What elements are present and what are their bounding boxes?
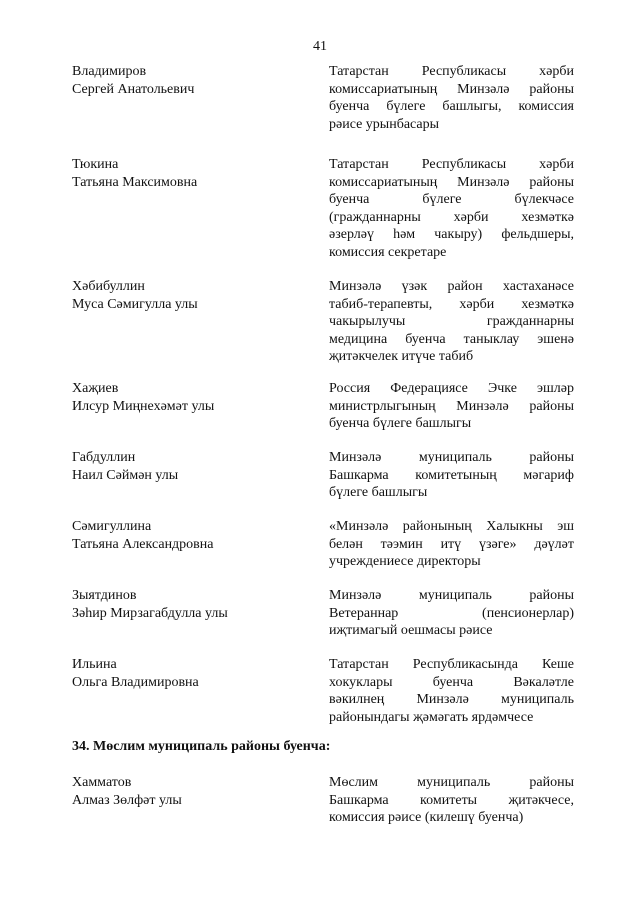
position-line: хокуклары буенча Вәкаләтле (329, 674, 574, 690)
member-name (72, 156, 302, 191)
position-line: Башкарма комитеты җитәкчесе, (329, 792, 574, 808)
member-name (72, 380, 302, 415)
member-name (72, 587, 302, 622)
position-line: җитәкчелек итүче табиб (329, 349, 474, 364)
position-line: министрлыгының Минзәлә районы (329, 398, 574, 414)
position-line: буенча бүлеге башлыгы, комиссия (329, 99, 574, 114)
member-name (72, 518, 302, 553)
position-line: Россия Федерациясе Эчке эшләр (329, 381, 574, 396)
member-position (329, 518, 574, 571)
member-position (329, 156, 574, 261)
position-line: Татарстан Республикасы хәрби (329, 64, 574, 79)
member-surname: Ильина (72, 657, 117, 672)
member-position (329, 449, 574, 502)
member-surname: Хәбибуллин (72, 279, 145, 294)
member-surname: Габдуллин (72, 450, 136, 465)
member-name (72, 278, 302, 313)
member-position (329, 656, 574, 726)
member-name (72, 63, 302, 98)
member-position (329, 587, 574, 640)
position-line: буенча бүлеге башлыгы (329, 416, 472, 431)
page-number: 41 (313, 39, 327, 54)
member-surname: Хамматов (72, 775, 132, 790)
position-line: буенча бүлеге бүлекчәсе (329, 192, 574, 207)
position-line: Ветераннар (пенсионерлар) (329, 605, 574, 621)
member-surname: Владимиров (72, 64, 147, 79)
member-surname: Тюкина (72, 157, 119, 172)
position-line: «Минзәлә районының Халыкны эш (329, 519, 574, 534)
member-surname: Хаҗиев (72, 381, 119, 396)
position-line: учреждениесе директоры (329, 554, 481, 569)
member-given-name: Татьяна Максимовна (72, 174, 198, 190)
position-line: районындагы җәмәгать ярдәмчесе (329, 709, 534, 725)
member-name (72, 449, 302, 484)
member-given-name: Сергей Анатольевич (72, 81, 195, 97)
position-line: әзерләү һәм чакыру) фельдшеры, (329, 227, 574, 242)
member-position (329, 774, 574, 827)
position-line: комиссариатының Минзәлә районы (329, 174, 574, 190)
member-surname: Зыятдинов (72, 588, 137, 603)
position-line: рәисе урынбасары (329, 116, 440, 132)
position-line: бүлеге башлыгы (329, 485, 428, 500)
position-line: комиссия рәисе (килешү буенча) (329, 810, 524, 825)
member-given-name: Зәһир Мирзагабдулла улы (72, 605, 228, 621)
position-line: (гражданнарны хәрби хезмәткә (329, 209, 574, 225)
position-line: табиб-терапевты, хәрби хезмәткә (329, 296, 574, 312)
member-given-name: Ольга Владимировна (72, 674, 199, 690)
member-given-name: Татьяна Александровна (72, 536, 214, 552)
member-given-name: Илсур Миңнехәмәт улы (72, 398, 215, 414)
position-line: чакырылучы гражданнарны (329, 314, 574, 329)
position-line: белән тәэмин итү үзәге» дәүләт (329, 536, 574, 552)
position-line: Мөслим муниципаль районы (329, 775, 574, 790)
member-position (329, 63, 574, 133)
member-given-name: Алмаз Зөлфәт улы (72, 792, 182, 808)
section-heading: 34. Мөслим муниципаль районы буенча: (72, 739, 331, 754)
member-position (329, 278, 574, 366)
position-line: комиссариатының Минзәлә районы (329, 81, 574, 97)
member-given-name: Муса Сәмигулла улы (72, 296, 198, 312)
position-line: Татарстан Республикасы хәрби (329, 157, 574, 172)
member-name (72, 774, 302, 809)
member-position (329, 380, 574, 433)
position-line: иҗтимагый оешмасы рәисе (329, 623, 493, 638)
position-line: Минзәлә муниципаль районы (329, 450, 574, 465)
member-name (72, 656, 302, 691)
member-given-name: Наил Сәймән улы (72, 467, 179, 483)
member-surname: Сәмигуллина (72, 519, 152, 534)
position-line: медицина буенча таныклау эшенә (329, 331, 574, 347)
position-line: Татарстан Республикасында Кеше (329, 657, 574, 672)
position-line: Минзәлә муниципаль районы (329, 588, 574, 603)
position-line: Башкарма комитетының мәгариф (329, 467, 574, 483)
position-line: Минзәлә үзәк район хастаханәсе (329, 279, 574, 294)
position-line: вәкилнең Минзәлә муниципаль (329, 692, 574, 707)
position-line: комиссия секретаре (329, 244, 447, 260)
